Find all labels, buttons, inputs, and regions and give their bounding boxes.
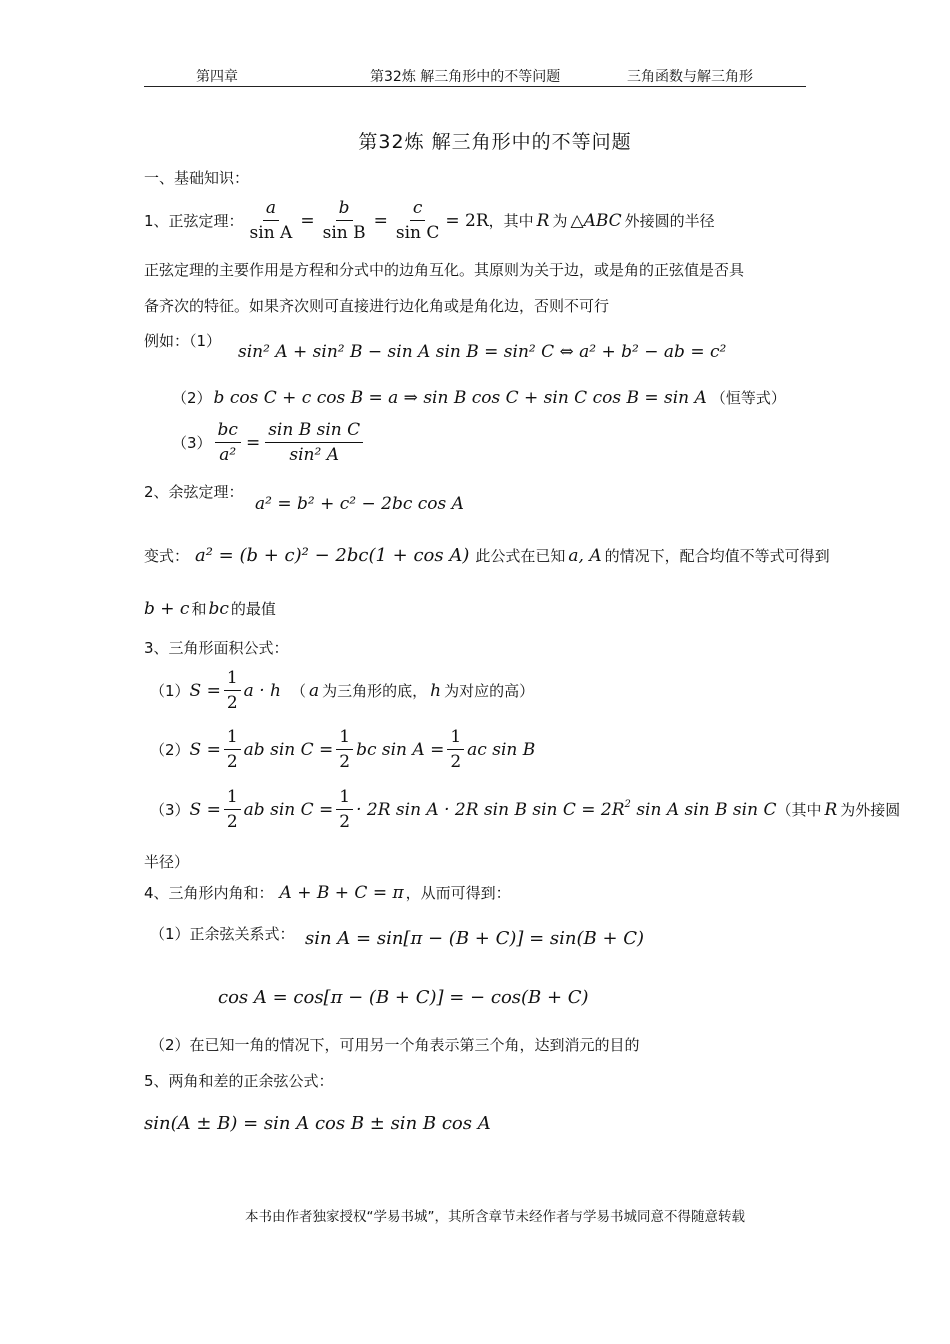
example-3-left-numerator: bc: [215, 420, 241, 443]
fraction-c-denominator: sin C: [395, 223, 440, 243]
area-formula-1: [190, 668, 281, 713]
area-formula-1-line: [150, 668, 534, 713]
area-formula-1-lhs: S =: [189, 680, 221, 701]
area-formula-1-note-pre: （: [290, 682, 306, 700]
fraction-b: [320, 198, 369, 243]
law-of-cosines-label: 2、余弦定理：: [144, 483, 244, 501]
area-formula-1-rhs: a · h: [243, 680, 281, 701]
example-2-note: （恒等式）: [710, 389, 786, 407]
area-formula-1-note-mid: 为三角形的底，: [322, 682, 428, 700]
variant-sum: b + c: [144, 598, 190, 619]
law-of-sines-line: [144, 198, 715, 243]
area-formula-2-label: （2）: [150, 741, 190, 759]
sum-difference-label: 5、两角和差的正余弦公式：: [144, 1072, 334, 1090]
example-3-right-fraction: [265, 420, 363, 465]
area-formulas-label: 3、三角形面积公式：: [144, 639, 289, 657]
variant-line-2: [144, 598, 276, 619]
law-of-sines-note-triangle: △ABC: [570, 210, 622, 231]
example-2-formula: b cos C + c cos B = a ⇒ sin B cos C + sin C cos B = sin A: [213, 387, 707, 408]
area-formula-2: S = $\frac{1}{2}$ ab sin C = $\frac{1}{2}$ bc sin A = $\frac{1}{2}$ ac sin B: [189, 727, 536, 772]
header-topic: 三角函数与解三角形: [627, 69, 753, 85]
area-formula-3-continuation: 半径）: [144, 853, 190, 871]
variant-post: 的最值: [230, 600, 276, 618]
cosine-relation-formula: cos A = cos[π − (B + C)] = − cos(B + C): [218, 987, 589, 1008]
fraction-a: [247, 198, 296, 243]
header-lesson: 第32炼 解三角形中的不等问题: [370, 69, 561, 85]
area-formula-3-note-r: R: [824, 799, 838, 820]
example-3-right-numerator: sin B sin C: [265, 420, 363, 443]
angle-sum-formula: A + B + C = π: [279, 882, 404, 903]
law-of-sines-note-mid: 为: [552, 212, 568, 230]
fraction-b-denominator: sin B: [322, 223, 366, 243]
variant-note-pre: 此公式在已知: [475, 547, 566, 565]
law-of-sines-rhs: = 2R: [445, 210, 489, 231]
area-formula-1-note-h: h: [430, 680, 442, 701]
example-label: 例如：（1）: [144, 332, 222, 350]
area-formula-3: S = $\frac{1}{2}$ ab sin C = $\frac{1}{2}$ · 2R sin A · 2R sin B $\sin C = 2R^2$ sin A sin B sin C: [189, 787, 777, 832]
example-3-formula: $\frac{bc}{\text{a²}}$ = $\frac{\text{sin B sin C}}{\text{sin² A}}$: [212, 420, 367, 465]
fraction-half: $\frac{1}{2}$: [224, 668, 241, 713]
example-2-line: [172, 387, 786, 408]
area-formula-2-line: [150, 727, 535, 772]
header-chapter: 第四章: [196, 69, 238, 85]
angle-sum-post: ，从而可得到：: [405, 884, 511, 902]
example-3-line: [172, 420, 366, 465]
example-1-formula: sin² A + sin² B − sin A sin B = sin² C ⇔ a² + b² − ab = c²: [238, 342, 727, 362]
sine-cosine-relation-label: （1）正余弦关系式：: [150, 925, 295, 943]
law-of-sines-note-pre: ，其中: [488, 212, 534, 230]
angle-sum-label: 4、三角形内角和：: [144, 884, 274, 902]
paragraph-line-1: 正弦定理的主要作用是方程和分式中的边角互化。其原则为关于边，或是角的正弦值是否具: [144, 261, 745, 279]
example-3-left-fraction: [215, 420, 241, 465]
footer-copyright: 本书由作者独家授权“学易书城”，其所含章节未经作者与学易书城同意不得随意转载: [245, 1209, 745, 1225]
sum-difference-formula: sin(A ± B) = sin A cos B ± sin B cos A: [144, 1113, 491, 1134]
example-3-left-denominator: a²: [219, 445, 237, 465]
fraction-c: [393, 198, 443, 243]
page-title: 第32炼 解三角形中的不等问题: [358, 131, 632, 153]
law-of-cosines-formula: a² = b² + c² − 2bc cos A: [255, 494, 464, 514]
header-rule: [144, 86, 806, 87]
elimination-note: （2）在已知一角的情况下，可用另一个角表示第三个角，达到消元的目的: [150, 1036, 640, 1054]
area-formula-1-note-post: 为对应的高）: [444, 682, 535, 700]
law-of-sines-label: 1、正弦定理：: [144, 212, 244, 230]
variant-formula: a² = (b + c)² − 2bc(1 + cos A): [195, 545, 470, 566]
law-of-sines-note-r: R: [536, 210, 550, 231]
variant-and: 和: [191, 600, 207, 618]
sine-relation-formula: sin A = sin[π − (B + C)] = sin(B + C): [305, 928, 645, 949]
area-formula-3-line: [150, 787, 900, 832]
law-of-sines-note-post: 外接圆的半径: [624, 212, 715, 230]
fraction-a-numerator: a: [263, 198, 279, 221]
angle-sum-line: [144, 882, 511, 903]
fraction-b-numerator: b: [336, 198, 353, 221]
variant-product: bc: [208, 598, 229, 619]
variant-vars: a, A: [568, 545, 602, 566]
variant-line: [144, 545, 830, 566]
area-formula-3-label: （3）: [150, 801, 190, 819]
fraction-a-denominator: sin A: [249, 223, 293, 243]
area-formula-1-note-a: a: [308, 680, 320, 701]
variant-label: 变式：: [144, 547, 190, 565]
section-heading: 一、基础知识：: [144, 169, 250, 187]
paragraph-line-2: 备齐次的特征。如果齐次则可直接进行边化角或是角化边，否则不可行: [144, 297, 610, 315]
law-of-sines-formula: $\frac{a}{\text{sin A}}$ = $\frac{b}{\text{sin B}}$ = $\frac{c}{\text{sin C}}$ = 2R: [244, 198, 489, 243]
area-formula-1-label: （1）: [150, 682, 190, 700]
example-3-label: （3）: [172, 434, 212, 452]
variant-note-post: 的情况下，配合均值不等式可得到: [604, 547, 830, 565]
fraction-c-numerator: c: [410, 198, 426, 221]
area-formula-3-note-pre: （其中: [776, 801, 822, 819]
example-2-label: （2）: [172, 389, 212, 407]
example-3-right-denominator: sin² A: [289, 445, 339, 465]
area-formula-3-note-post: 为外接圆: [840, 801, 901, 819]
